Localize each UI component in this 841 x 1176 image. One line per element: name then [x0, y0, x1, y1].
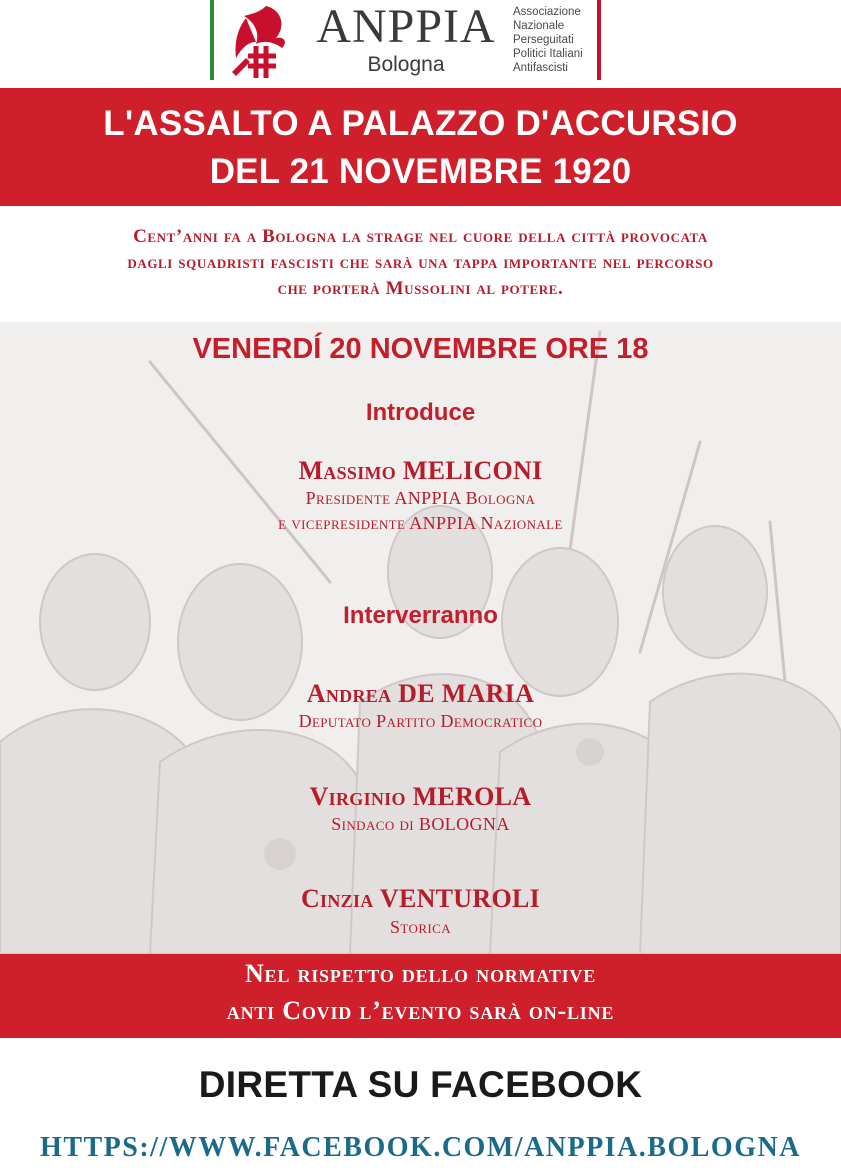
intro-line: dagli squadristi fascisti che sarà una tappa importante nel percorso [127, 252, 714, 273]
org-full-name [513, 5, 583, 75]
covid-notice-banner [0, 954, 841, 1038]
org-full-line: Associazione [513, 6, 581, 18]
flag-stripe-red [597, 0, 601, 80]
title-banner [0, 88, 841, 206]
live-stream-label: DIRETTA SU FACEBOOK [198, 1064, 643, 1105]
speaker-name: Andrea DE MARIA [306, 679, 535, 708]
org-full-line: Perseguitati [513, 34, 574, 46]
speaker-role: Deputato Partito Democratico [298, 711, 543, 731]
title-line-1: L'ASSALTO A PALAZZO D'ACCURSIO [103, 104, 738, 143]
org-full-line: Nazionale [513, 20, 565, 32]
flag-stripe-green [210, 0, 214, 80]
speaker-name: Virginio MEROLA [309, 782, 532, 811]
header [0, 0, 841, 88]
title-line-2: DEL 21 NOVEMBRE 1920 [209, 152, 632, 191]
speakers-label: Interverranno [343, 602, 498, 629]
org-city: Bologna [367, 53, 445, 76]
event-date: VENERDÍ 20 NOVEMBRE ORE 18 [192, 333, 649, 365]
speaker-role: Storica [390, 917, 451, 937]
introducer-name: Massimo MELICONI [298, 456, 543, 485]
introducer-role: e vicepresidente ANPPIA Nazionale [278, 513, 563, 533]
winged-figure-emblem-icon [226, 2, 296, 80]
intro-line: che porterà Mussolini al potere. [277, 278, 564, 299]
speaker-name: Cinzia VENTUROLI [300, 884, 541, 913]
introducer-role: Presidente ANPPIA Bologna [305, 488, 536, 508]
speaker-role: Sindaco di BOLOGNA [331, 814, 510, 834]
intro-text [40, 224, 801, 302]
org-name: ANPPIA [316, 0, 496, 53]
facebook-url-link[interactable]: HTTPS://WWW.FACEBOOK.COM/ANPPIA.BOLOGNA [40, 1132, 801, 1163]
notice-line-2: anti Covid l’evento sarà on-line [226, 996, 615, 1025]
notice-line-1: Nel rispetto dello normative [244, 959, 597, 988]
intro-line: Cent’anni fa a Bologna la strage nel cuore della città provocata [133, 226, 708, 247]
org-full-line: Politici Italiani [513, 48, 583, 60]
introduce-label: Introduce [365, 399, 476, 426]
org-full-line: Antifascisti [513, 62, 568, 74]
